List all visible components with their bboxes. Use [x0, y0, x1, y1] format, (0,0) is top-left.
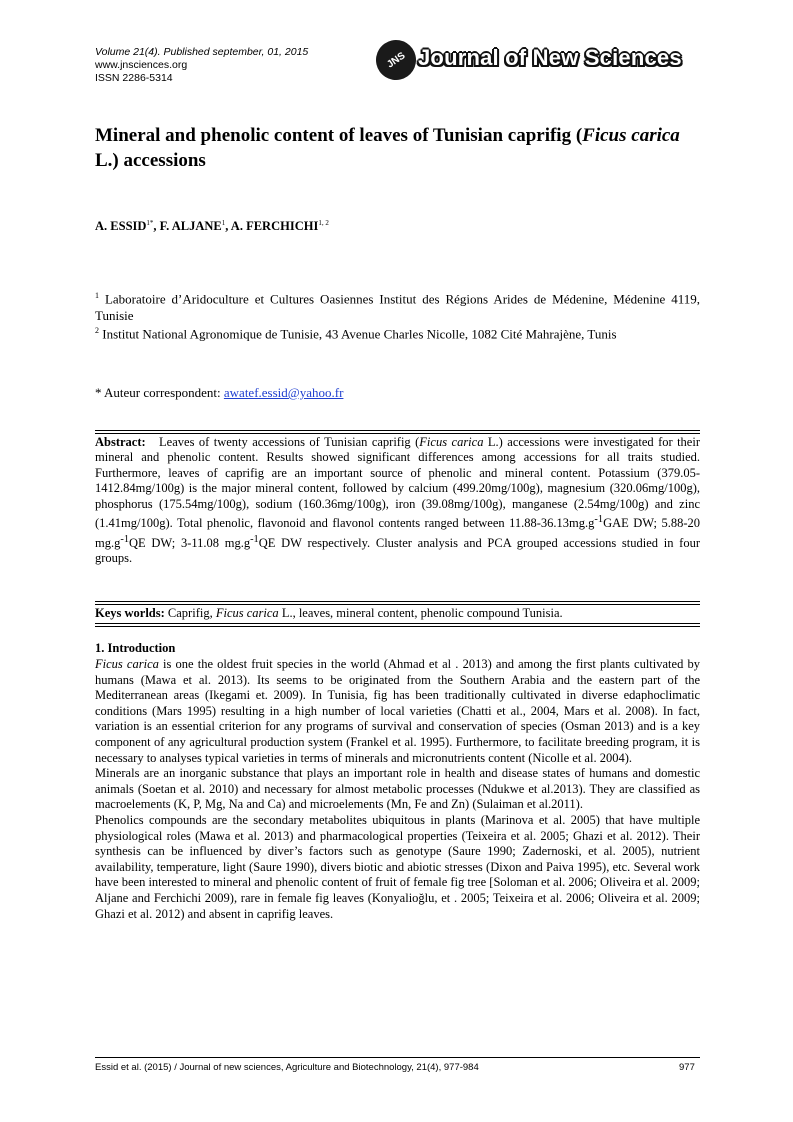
keywords-label: Keys worlds: [95, 606, 165, 620]
volume-info: Volume 21(4). Published september, 01, 2015 [95, 46, 309, 58]
journal-header-meta [95, 46, 308, 85]
abstract: Abstract: Leaves of twenty accessions of Tunisian caprifig (Ficus carica L.) accessions were investigated for their mineral and phenolic content. Results showed significant differences among accessions for all traits studied. Furthermore, leaves of caprifig are an important source of phenolic and mineral content. Potassium (379.05-1412.84mg/100g) is the major mineral content, followed by calcium (499.20mg/100g), magnesium (320.06mg/100g), phosphorus (175.54mg/100g), sodium (160.36mg/100g), iron (39.08mg/100g), manganese (2.54mg/100g) and zinc (1.41mg/100g). Total phenolic, flavonoid and flavonol contents ranged between $11.88-36.13mg.g^{-1}GAE$ DW; 5.88-20 $mg.g^{-1}QE$ DW; 3-11.08 $mg.g^{-1}QE$ DW respectively. Cluster analysis and PCA grouped accessions studied in four groups. [95, 435, 701, 566]
divider [95, 433, 700, 434]
author: F. ALJANE [159, 219, 222, 234]
journal-logo [376, 40, 702, 82]
paragraph: Minerals are an inorganic substance that plays an important role in health and disease states of humans and domestic animals (Soetan et al. 2010) and necessary for almost metabolic processes (Ndukwe et al.2013). They are classified as macroelements (K, P, Mg, Na and Ca) and microelements (Mn, Fe and Zn) (Sulaiman et al.2011). [95, 766, 700, 812]
paper-title: Mineral and phenolic content of leaves of Tunisian caprifig (Ficus carica L.) accessions [95, 125, 680, 171]
author-list: A. $ESSID^{1*}$, F. ALJANE$^1$, A. FERCHICHI$^{1, 2}$ [95, 219, 329, 234]
journal-name: Journal of New Sciences [418, 45, 682, 70]
divider [95, 601, 700, 602]
page-number: 977 [679, 1062, 695, 1073]
issn: ISSN 2286-5314 [95, 72, 173, 84]
divider [95, 604, 700, 605]
footer-citation: Essid et al. (2015) / Journal of new sciences, Agriculture and Biotechnology, 21(4), 977-984 [95, 1062, 479, 1073]
footer-divider [95, 1057, 700, 1058]
author: A. ESSID [95, 219, 147, 234]
corresponding-author: * Auteur correspondent: awatef.essid@yahoo.fr [95, 385, 344, 400]
abstract-label: Abstract: [95, 435, 146, 449]
keywords: Keys worlds: Caprifig, Ficus carica L., leaves, mineral content, phenolic compound Tunisia. [95, 606, 563, 620]
journal-website: www.jnsciences.org [95, 59, 188, 71]
section-heading: 1. Introduction [95, 641, 176, 655]
paragraph: Phenolics compounds are the secondary metabolites ubiquitous in plants (Marinova et al. 2005) that have multiple physiological roles (Mawa et al. 2013) and pharmacological properties (Teixeira et al. 2005; Ghazi et al. 2012). Their synthesis can be influenced by diver’s factors such as genotype (Saure 1990; Zadernoski, et al. 2005), nutrient availability, temperature, light (Saure 1990), divers biotic and abiotic stresses (Dixon and Paiva 1995), etc. Several work have been interested to mineral and phenolic content of fruit of female fig tree [Soloman et al. 2006; Oliveira et al. 2009; Aljane and Ferchichi 2009), rare in female fig leaves (Konyalioğlu, et . 2005; Teixeira et al. 2006; Oliveira et al. 2009; Ghazi et al. 2012) and absent in caprifig leaves. [95, 812, 700, 921]
affiliation: $^1$ Laboratoire d’Aridoculture et Cultures Oasiennes Institut des Régions Arides de Médenine, Médenine 4119, Tunisie [95, 291, 701, 324]
jns-badge-icon: JNS [368, 32, 424, 88]
email-link[interactable]: awatef.essid@yahoo.fr [223, 385, 344, 400]
paragraph: Ficus carica is one the oldest fruit species in the world (Ahmad et al . 2013) and among the first plants cultivated by humans (Mawa et al. 2013). Its seems to be originated from the Southern Arabia and the eastern part of the Mediterranean areas (Ikegami et. 2009). In Tunisia, fig has been traditionally cultivated in diverse edaphoclimatic conditions (Mars 1995) resulting in a high number of local varieties (Chatti et al., 2004, Mars et al. 2008). In fact, variation is an essential criterion for any programs of survival and conservation of species (Osman 2013) and is a key component of any agricultural production system (Frankel et al. 1995). Furthermore, to facilitate breeding program, it is necessary to analyses typical varieties in terms of minerals and micronutrients content (Nicolle et al. 2004). [95, 657, 700, 765]
affiliation: $^2$ Institut National Agronomique de Tunisie, 43 Avenue Charles Nicolle, 1082 Cité Mahrajène, Tunis [95, 326, 617, 342]
author: A. FERCHICHI [230, 219, 319, 234]
divider [95, 430, 700, 431]
introduction-body [95, 657, 700, 922]
divider [95, 623, 700, 624]
divider [95, 626, 700, 627]
